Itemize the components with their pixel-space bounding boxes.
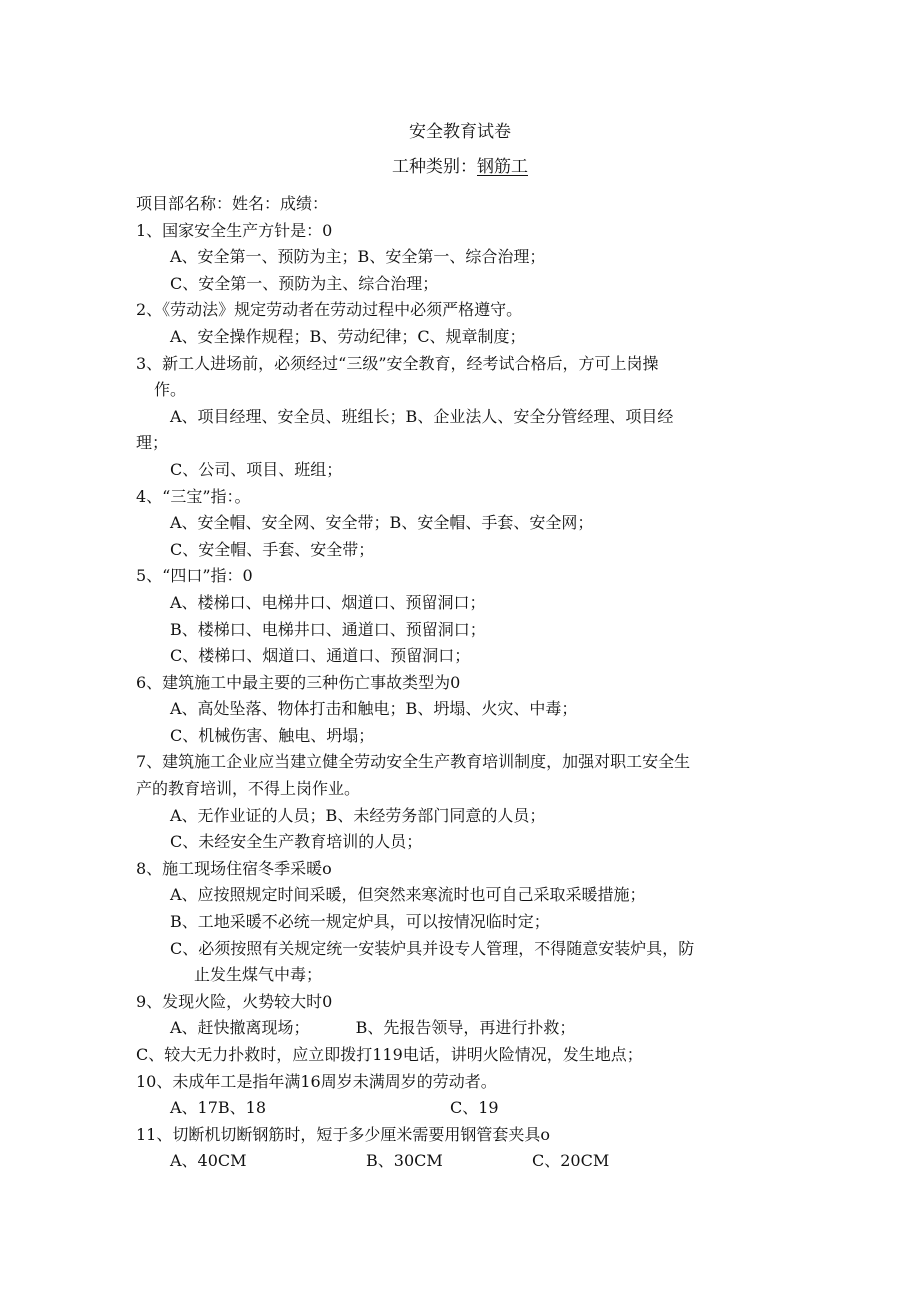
question-9-option-line: [136, 1015, 796, 1042]
question-8-option-line: A、应按照规定时间采暖，但突然来寒流时也可自己采取采暖措施；: [170, 885, 646, 905]
question-2-stem: 2、《劳动法》规定劳动者在劳动过程中必须严格遵守。: [136, 300, 523, 320]
question-11-option-line: [136, 1148, 796, 1175]
question-5-option-line: A、楼梯口、电梯井口、烟道口、预留洞口；: [170, 592, 486, 612]
question-1-option-line: C、安全第一、预防为主、综合治理；: [170, 273, 439, 293]
question-6-stem: 6、建筑施工中最主要的三种伤亡事故类型为0: [136, 672, 461, 692]
question-3-stem-cont: 作。: [154, 380, 187, 400]
question-1-stem: 1、国家安全生产方针是：0: [136, 220, 333, 240]
question-4-option-line: C、安全帽、手套、安全带；: [170, 539, 375, 559]
subtitle-label: 工种类别：: [392, 157, 477, 177]
question-11-stem: 11、切断机切断钢筋时，短于多少厘米需要用钢管套夹具o: [136, 1124, 550, 1144]
question-7-option-line: C、未经安全生产教育培训的人员；: [170, 832, 423, 852]
question-8-option-cont: 止发生煤气中毒；: [194, 965, 323, 985]
question-6-option-line: A、高处坠落、物体打击和触电；B、坍塌、火灾、中毒；: [170, 699, 578, 719]
info-line: 项目部名称：姓名：成绩：: [136, 194, 329, 213]
question-10-option-ab: A、17B、18: [170, 1098, 267, 1118]
question-9-option-a: A、赶快撤离现场；: [170, 1018, 310, 1038]
question-5-option-line: C、楼梯口、烟道口、通道口、预留洞口；: [170, 646, 471, 666]
question-10-option-line: [136, 1095, 796, 1122]
subtitle-value: 钢筋工: [477, 157, 528, 177]
question-3-option-cont: 理；: [136, 433, 169, 453]
question-3-option-line: C、公司、项目、班组；: [170, 459, 343, 479]
page-title: 安全教育试卷: [409, 122, 511, 142]
page-subtitle: [0, 154, 920, 180]
question-9-stem: 9、发现火险，火势较大时0: [136, 991, 333, 1011]
question-8-option-line: C、必须按照有关规定统一安装炉具并设专人管理，不得随意安装炉具，防: [170, 938, 695, 958]
question-8-option-line: B、工地采暖不必统一规定炉具，可以按情况临时定；: [170, 912, 550, 932]
question-11-option-b: B、30CM: [366, 1151, 443, 1171]
question-4-stem: 4、“三宝”指：。: [136, 486, 251, 506]
question-9-option-c: C、较大无力扑救时，应立即拨打119电话，讲明火险情况，发生地点；: [136, 1045, 643, 1064]
question-2-option-line: A、安全操作规程；B、劳动纪律；C、规章制度；: [170, 326, 526, 346]
question-3-option-line: A、项目经理、安全员、班组长；B、企业法人、安全分管经理、项目经: [170, 406, 674, 426]
question-11-option-c: C、20CM: [532, 1151, 610, 1171]
question-5-option-line: B、楼梯口、电梯井口、通道口、预留洞口；: [170, 619, 486, 639]
question-9-option-b: B、先报告领导，再进行扑救；: [355, 1018, 576, 1038]
question-10-option-c: C、19: [450, 1098, 499, 1118]
question-5-stem: 5、“四口”指：0: [136, 566, 253, 586]
question-7-stem: 7、建筑施工企业应当建立健全劳动安全生产教育培训制度，加强对职工安全生: [136, 752, 691, 772]
exam-content: [136, 191, 796, 1175]
question-7-option-line: A、无作业证的人员；B、未经劳务部门同意的人员；: [170, 805, 546, 825]
question-7-stem-cont: 产的教育培训，不得上岗作业。: [136, 779, 361, 799]
question-10-stem: 10、未成年工是指年满16周岁未满周岁的劳动者。: [136, 1071, 497, 1091]
question-8-stem: 8、施工现场住宿冬季采暖o: [136, 858, 332, 878]
question-4-option-line: A、安全帽、安全网、安全带；B、安全帽、手套、安全网；: [170, 513, 594, 533]
question-6-option-line: C、机械伤害、触电、坍塌；: [170, 725, 375, 745]
question-11-option-a: A、40CM: [170, 1151, 247, 1171]
question-3-stem: 3、新工人进场前，必须经过“三级”安全教育，经考试合格后，方可上岗操: [136, 353, 659, 373]
question-1-option-line: A、安全第一、预防为主；B、安全第一、综合治理；: [170, 247, 546, 267]
